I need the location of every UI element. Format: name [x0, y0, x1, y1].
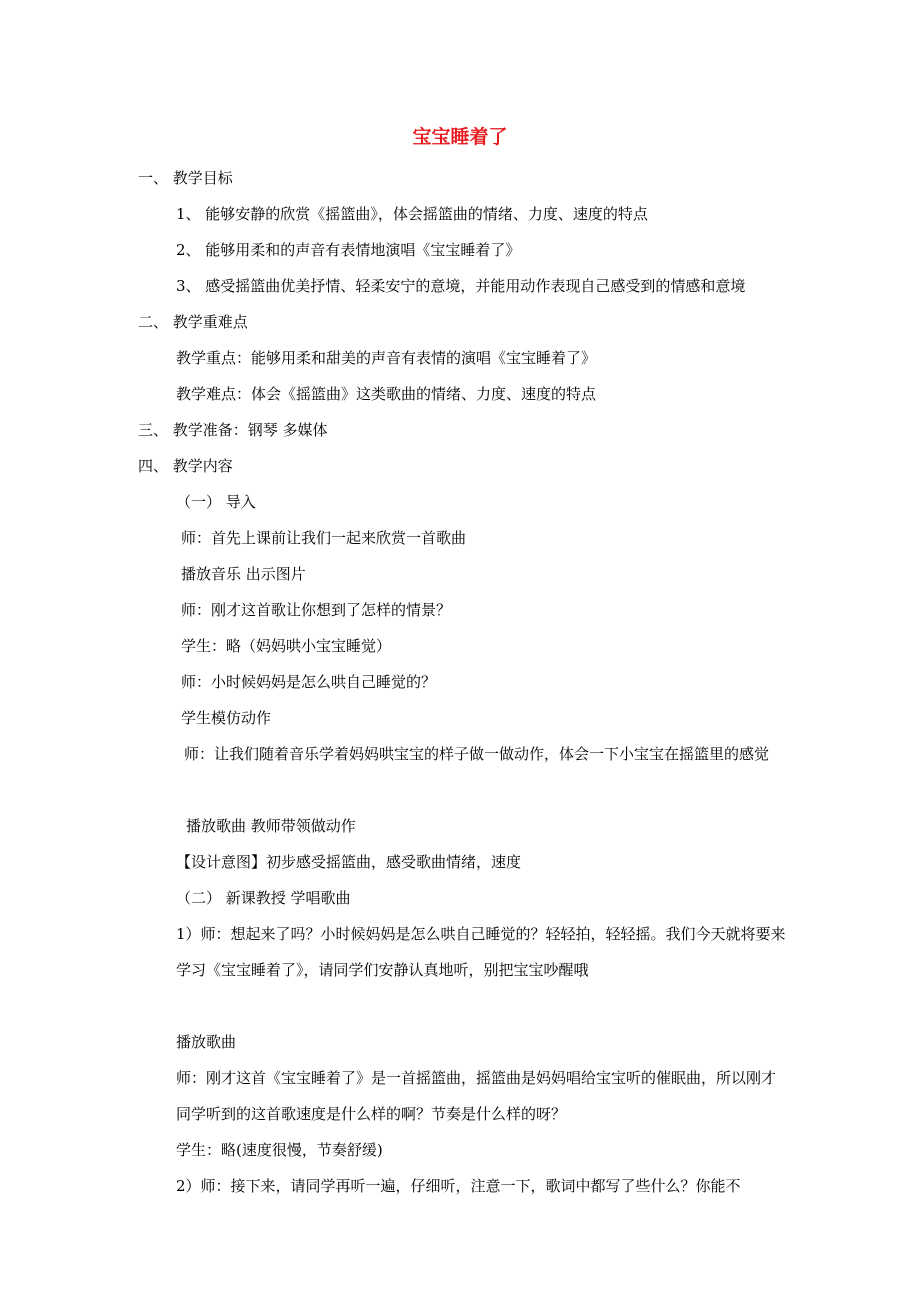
subsection-heading-new-lesson: （二） 新课教授 学唱歌曲 — [176, 889, 351, 907]
paragraph: 1）师：想起来了吗？小时候妈妈是怎么哄自己睡觉的？轻轻拍，轻轻摇。我们今天就将要来学习《宝宝睡着了》，请同学们安静认真地听，别把宝宝吵醒哦 — [176, 925, 786, 979]
section-heading-objectives: 一、 教学目标 — [138, 169, 233, 187]
design-intent: 【设计意图】初步感受摇篮曲，感受歌曲情绪，速度 — [176, 853, 522, 871]
paragraph: 播放歌曲 教师带领做动作 — [186, 817, 356, 835]
paragraph: 学生：略（妈妈哄小宝宝睡觉） — [181, 637, 392, 655]
paragraph: 师：刚才这首《宝宝睡着了》是一首摇篮曲，摇篮曲是妈妈唱给宝宝听的催眠曲，所以刚才同学听到的这首歌速度是什么样的啊？节奏是什么样的呀？ — [176, 1069, 777, 1123]
page-title: 宝宝睡着了 — [412, 126, 508, 148]
paragraph: 学生模仿动作 — [181, 709, 272, 727]
section-heading-key-points: 二、 教学重难点 — [138, 313, 248, 331]
subsection-heading-intro: （一） 导入 — [176, 493, 256, 511]
paragraph: 播放音乐 出示图片 — [181, 565, 306, 583]
section-heading-content: 四、 教学内容 — [138, 457, 233, 475]
objective-item: 1、 能够安静的欣赏《摇篮曲》，体会摇篮曲的情绪、力度、速度的特点 — [176, 205, 648, 223]
objective-item: 2、 能够用柔和的声音有表情地演唱《宝宝睡着了》 — [176, 241, 521, 259]
key-point-item: 教学难点：体会《摇篮曲》这类歌曲的情绪、力度、速度的特点 — [176, 385, 597, 403]
paragraph: 师：让我们随着音乐学着妈妈哄宝宝的样子做一做动作，体会一下小宝宝在摇篮里的感觉 — [184, 745, 770, 763]
paragraph: 师：小时候妈妈是怎么哄自己睡觉的？ — [181, 673, 437, 691]
section-heading-preparation: 三、 教学准备：钢琴 多媒体 — [138, 421, 328, 439]
paragraph: 学生：略(速度很慢，节奏舒缓) — [176, 1141, 383, 1159]
paragraph: 播放歌曲 — [176, 1033, 237, 1051]
paragraph: 师：刚才这首歌让你想到了怎样的情景？ — [181, 601, 452, 619]
paragraph: 2）师：接下来，请同学再听一遍，仔细听，注意一下，歌词中都写了些什么？你能不 — [176, 1177, 741, 1195]
objective-item: 3、 感受摇篮曲优美抒情、轻柔安宁的意境，并能用动作表现自己感受到的情感和意境 — [176, 277, 746, 295]
paragraph: 师：首先上课前让我们一起来欣赏一首歌曲 — [181, 529, 467, 547]
key-point-item: 教学重点：能够用柔和甜美的声音有表情的演唱《宝宝睡着了》 — [176, 349, 597, 367]
